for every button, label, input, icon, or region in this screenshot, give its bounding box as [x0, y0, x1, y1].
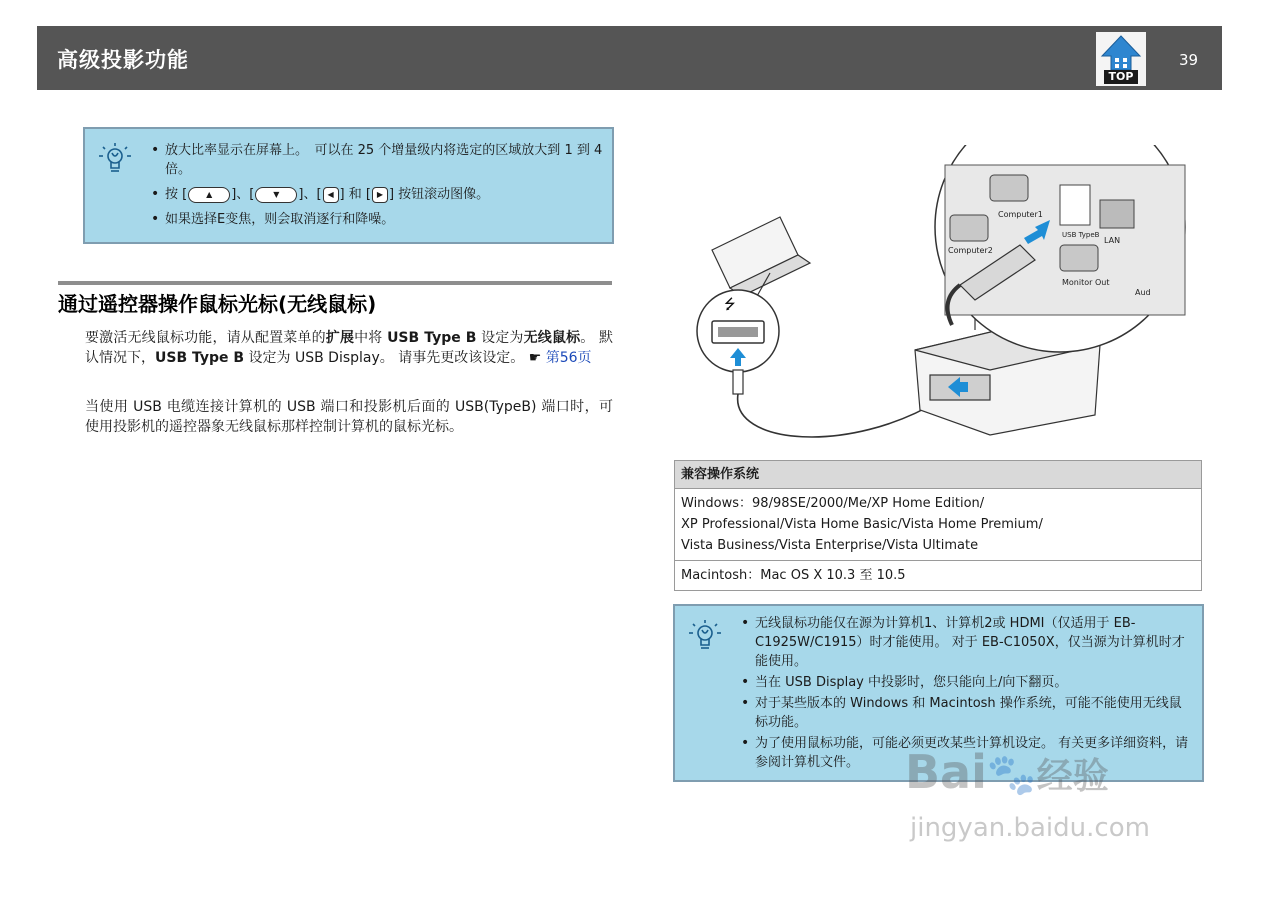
tip-item: • 按 [ ▲ ]、[ ▼ ]、[ ◀ ] 和 [ ▶ ] 按钮滚动图像。 [151, 185, 606, 204]
paragraph-enable-mouse: 要激活无线鼠标功能，请从配置菜单的扩展中将 USB Type B 设定为无线鼠标。 默认情况下，USB Type B 设定为 USB Display。 请事先更改该设定。 ☛ 第56页 [85, 330, 614, 366]
top-arrow-icon [1096, 32, 1146, 72]
usb-icon: ⭍ [724, 297, 736, 313]
tip-item: • 如果选择E变焦，则会取消逐行和降噪。 [151, 210, 606, 229]
lightbulb-tip-icon [97, 141, 133, 177]
watermark-url: jingyan.baidu.com [910, 813, 1150, 843]
tip-item: • 放大比率显示在屏幕上。 可以在 25 个增量级内将选定的区域放大到 1 到 4 倍。 [151, 141, 606, 179]
table-row-windows [675, 489, 1201, 560]
page-header [37, 26, 1222, 90]
tip-list-top [151, 141, 606, 235]
right-button-icon: ▶ [372, 187, 388, 203]
up-button-icon: ▲ [188, 187, 230, 203]
section-divider [58, 281, 612, 285]
top-label: TOP [1104, 70, 1138, 84]
top-button[interactable] [1096, 32, 1146, 86]
left-button-icon: ◀ [323, 187, 339, 203]
table-row-mac: Macintosh：Mac OS X 10.3 至 10.5 [675, 560, 1201, 590]
tip-box-top [83, 127, 614, 244]
compatible-os-table [674, 460, 1202, 591]
rear-panel-callout [935, 145, 1185, 352]
down-button-icon: ▼ [255, 187, 297, 203]
windows-line: Vista Business/Vista Enterprise/Vista Ultimate [681, 538, 979, 553]
paragraph-usb-connection: 当使用 USB 电缆连接计算机的 USB 端口和投影机后面的 USB(TypeB) 端口时，可使用投影机的遥控器象无线鼠标那样控制计算机的鼠标光标。 [85, 399, 613, 435]
laptop-illustration [712, 217, 810, 296]
page-number: 39 [1179, 51, 1199, 69]
usb-typeb-label: USB TypeB [1062, 231, 1100, 239]
table-header: 兼容操作系统 [675, 461, 1201, 489]
windows-line: XP Professional/Vista Home Basic/Vista Home Premium/ [681, 517, 1043, 532]
tip-item: • 为了使用鼠标功能，可能必须更改某些计算机设定。 有关更多详细资料，请参阅计算机文件。 [741, 734, 1193, 772]
paw-icon: 🐾 [986, 752, 1037, 798]
computer1-label: Computer1 [998, 210, 1043, 219]
baidu-watermark: Bai🐾经验 jingyan.baidu.com [905, 745, 1150, 843]
pointing-hand-icon: ☛ [528, 350, 542, 366]
tip-item: • 无线鼠标功能仅在源为计算机1、计算机2或 HDMI（仅适用于 EB-C1925W/C1915）时才能使用。 对于 EB-C1050X，仅当源为计算机时才能使用。 [741, 614, 1193, 671]
tip-item: • 当在 USB Display 中投影时，您只能向上/向下翻页。 [741, 673, 1193, 692]
section-title: 通过遥控器操作鼠标光标(无线鼠标) [58, 292, 377, 316]
windows-line: Windows：98/98SE/2000/Me/XP Home Edition/ [681, 496, 985, 511]
lan-label: LAN [1104, 236, 1121, 245]
lightbulb-tip-icon [687, 618, 723, 654]
page-56-link[interactable]: 第56页 [545, 350, 592, 366]
usb-connection-diagram [690, 145, 1200, 445]
chapter-title: 高级投影功能 [57, 48, 189, 72]
tip-item: • 对于某些版本的 Windows 和 Macintosh 操作系统，可能不能使用无线鼠标功能。 [741, 694, 1193, 732]
computer2-label: Computer2 [948, 246, 993, 255]
audio-label: Aud [1135, 288, 1151, 297]
monitor-out-label: Monitor Out [1062, 278, 1110, 287]
